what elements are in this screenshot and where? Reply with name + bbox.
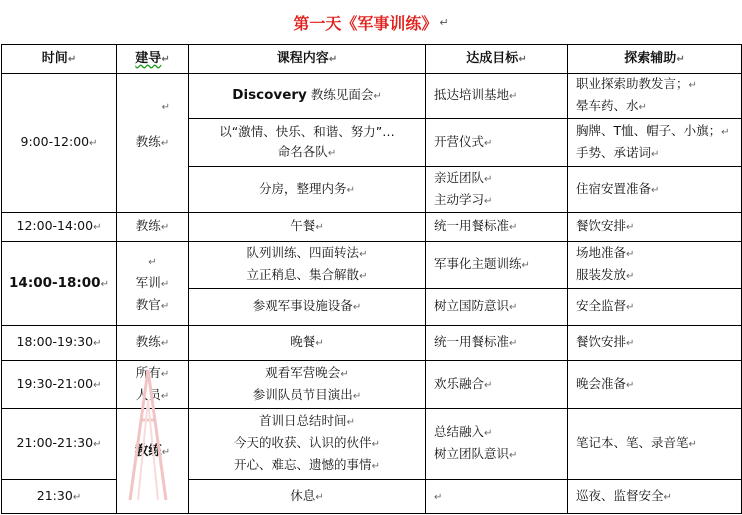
goal-cell: 亲近团队↵ 主动学习↵ bbox=[426, 167, 568, 213]
aid-cell: 职业探索助教发言；↵ 晕车药、水↵ bbox=[568, 74, 742, 119]
time-cell: 21:00-21:30↵ bbox=[2, 409, 117, 480]
aid-cell: 餐饮安排↵ bbox=[568, 326, 742, 361]
header-content: 课程内容↵ bbox=[189, 45, 426, 74]
content-cell: 参观军事设施设备↵ bbox=[189, 289, 426, 326]
content-cell: Discovery 教练见面会↵ bbox=[189, 74, 426, 119]
time-cell: 21:30↵ bbox=[2, 480, 117, 514]
lead-cell: 教练↵ bbox=[117, 326, 189, 361]
document-title bbox=[0, 0, 742, 44]
paragraph-mark-icon: ↵ bbox=[439, 15, 449, 29]
aid-cell: 巡夜、监督安全↵ bbox=[568, 480, 742, 514]
table-row bbox=[2, 213, 742, 242]
goal-cell: 抵达培训基地↵ bbox=[426, 74, 568, 119]
table-row bbox=[2, 242, 742, 289]
content-cell: 晚餐↵ bbox=[189, 326, 426, 361]
content-cell: 队列训练、四面转法↵ 立正稍息、集合解散↵ bbox=[189, 242, 426, 289]
header-aid: 探索辅助↵ bbox=[568, 45, 742, 74]
aid-cell: 餐饮安排↵ bbox=[568, 213, 742, 242]
time-cell: 12:00-14:00↵ bbox=[2, 213, 117, 242]
content-cell: 休息↵ bbox=[189, 480, 426, 514]
content-cell: 观看军营晚会↵ 参训队员节目演出↵ bbox=[189, 361, 426, 409]
table-row bbox=[2, 480, 742, 514]
goal-cell: 军事化主题训练↵ bbox=[426, 242, 568, 289]
table-row bbox=[2, 74, 742, 119]
goal-cell: 统一用餐标准↵ bbox=[426, 326, 568, 361]
time-cell: 18:00-19:30↵ bbox=[2, 326, 117, 361]
lead-cell: ↵ 教练↵ bbox=[117, 74, 189, 213]
lead-cell: 教练↵ bbox=[117, 213, 189, 242]
header-row bbox=[2, 45, 742, 74]
aid-cell: 安全监督↵ bbox=[568, 289, 742, 326]
schedule-table bbox=[1, 44, 742, 514]
time-cell: 19:30-21:00↵ bbox=[2, 361, 117, 409]
goal-cell: 欢乐融合↵ bbox=[426, 361, 568, 409]
goal-cell: ↵ bbox=[426, 480, 568, 514]
lead-cell: ↵ 军训↵ 教官↵ bbox=[117, 242, 189, 326]
goal-cell: 总结融入↵ 树立团队意识↵ bbox=[426, 409, 568, 480]
content-cell: 以“激情、快乐、和谐、努力”… 命名各队↵ bbox=[189, 119, 426, 167]
aid-cell: 住宿安置准备↵ bbox=[568, 167, 742, 213]
lead-cell: 所有↵ 人员↵ bbox=[117, 361, 189, 409]
table-row bbox=[2, 326, 742, 361]
content-cell: 首训日总结时间↵ 今天的收获、认识的伙伴↵ 开心、难忘、遗憾的事情↵ bbox=[189, 409, 426, 480]
content-cell: 午餐↵ bbox=[189, 213, 426, 242]
aid-cell: 笔记本、笔、录音笔↵ bbox=[568, 409, 742, 480]
goal-cell: 统一用餐标准↵ bbox=[426, 213, 568, 242]
aid-cell: 晚会准备↵ bbox=[568, 361, 742, 409]
content-cell: 分房，整理内务↵ bbox=[189, 167, 426, 213]
aid-cell: 场地准备↵ 服装发放↵ bbox=[568, 242, 742, 289]
table-row bbox=[2, 361, 742, 409]
aid-cell: 胸牌、T恤、帽子、小旗；↵ 手势、承诺词↵ bbox=[568, 119, 742, 167]
title-text: 第一天《军事训练》 bbox=[293, 13, 438, 33]
time-cell: 14:00-18:00↵ bbox=[2, 242, 117, 326]
header-lead: 建导↵ bbox=[117, 45, 189, 74]
header-time: 时间↵ bbox=[2, 45, 117, 74]
goal-cell: 树立国防意识↵ bbox=[426, 289, 568, 326]
time-cell: 9:00-12:00↵ bbox=[2, 74, 117, 213]
lead-cell: 教练↵ bbox=[117, 409, 189, 514]
goal-cell: 开营仪式↵ bbox=[426, 119, 568, 167]
table-row bbox=[2, 409, 742, 480]
header-goal: 达成目标↵ bbox=[426, 45, 568, 74]
